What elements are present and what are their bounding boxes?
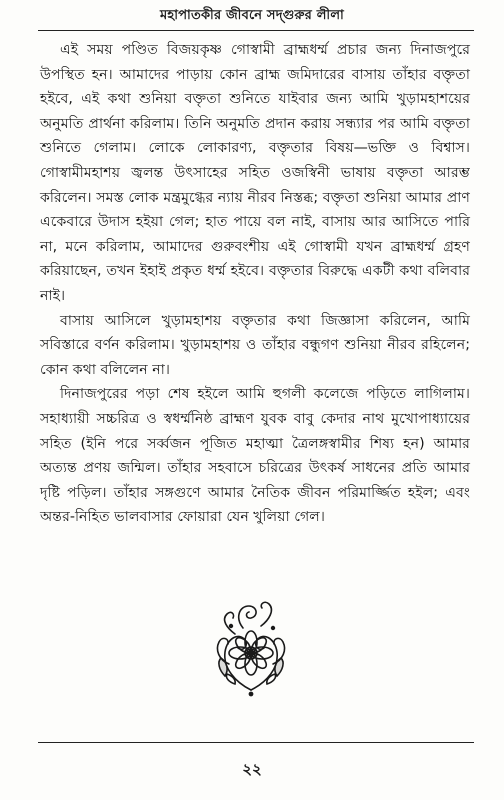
body-text <box>40 38 470 530</box>
footer-rule <box>38 742 474 743</box>
page-number: ২২ <box>242 760 262 778</box>
paragraph-2: বাসায় আসিলে খুড়ামহাশয় বক্তৃতার কথা জিজ্ঞাসা করিলেন, আমি সবিস্তারে বর্ণন করিলাম। খুড়ামহাশয় ও তাঁহার বন্ধুগণ শুনিয়া নীরব রহিলেন; কোন কথা বলিলেন না। <box>40 312 470 378</box>
paragraph-1: এই সময় পণ্ডিত বিজয়কৃষ্ণ গোস্বামী ব্রাহ্মধর্ম্ম প্রচার জন্য দিনাজপুরে উপস্থিত হন। আমাদের পাড়ায় কোন ব্রাহ্ম জমিদারের বাসায় তাঁহার বক্তৃতা হইবে, এই কথা শুনিয়া বক্তৃতা শুনিতে যাইবার জন্য আমি খুড়ামহাশয়ের অনুমতি প্রার্থনা করিলাম। তিনি অনুমতি প্রদান করায় সন্ধ্যার পর আমি বক্তৃতা শুনিতে গেলাম। লোকে লোকারণ্য, বক্তৃতার বিষয়—ভক্তি ও বিশ্বাস। গোস্বামীমহাশয় জ্বলন্ত উৎসাহের সহিত ওজস্বিনী ভাষায় বক্তৃতা আরম্ভ করিলেন। সমস্ত লোক মন্ত্রমুগ্ধের ন্যায় নীরব নিস্তব্ধ; বক্তৃতা শুনিয়া আমার প্রাণ একেবারে উদাস হইয়া গেল; হাত পায়ে বল নাই, বাসায় আর আসিতে পারি না, মনে করিলাম, আমাদের গুরুবংশীয় এই গোস্বামী যখন ব্রাহ্মধর্ম্ম গ্রহণ করিয়াছেন, তখন ইহাই প্রকৃত ধর্ম্ম হইবে। বক্তৃতার বিরুদ্ধে একটী কথা বলিবার নাই। <box>40 42 470 304</box>
paragraph-3: দিনাজপুরের পড়া শেষ হইলে আমি হুগলী কলেজে পড়িতে লাগিলাম। সহাধ্যায়ী সচ্চরিত্র ও স্বধর্ম্মনিষ্ঠ ব্রাহ্মণ যুবক বাবু কেদার নাথ মুখোপাধ্যায়ের সহিত (ইনি পরে সর্ব্বজন পূজিত মহাত্মা ত্রৈলঙ্গস্বামীর শিষ্য হন) আমার অত্যন্ত প্রণয় জন্মিল। তাঁহার সহবাসে চরিত্রের উৎকর্ষ সাধনের প্রতি আমার দৃষ্টি পড়িল। তাঁহার সঙ্গগুণে আমার নৈতিক জীবন পরিমার্জ্জিত হইল; এবং অন্তর-নিহিত ভালবাসার ফোয়ারা যেন খুলিয়া গেল। <box>40 386 470 526</box>
running-header: মহাপাতকীর জীবনে সদ্গুরুর লীলা <box>159 8 344 23</box>
header-rule <box>38 30 474 31</box>
floral-ornament-icon <box>205 598 297 698</box>
